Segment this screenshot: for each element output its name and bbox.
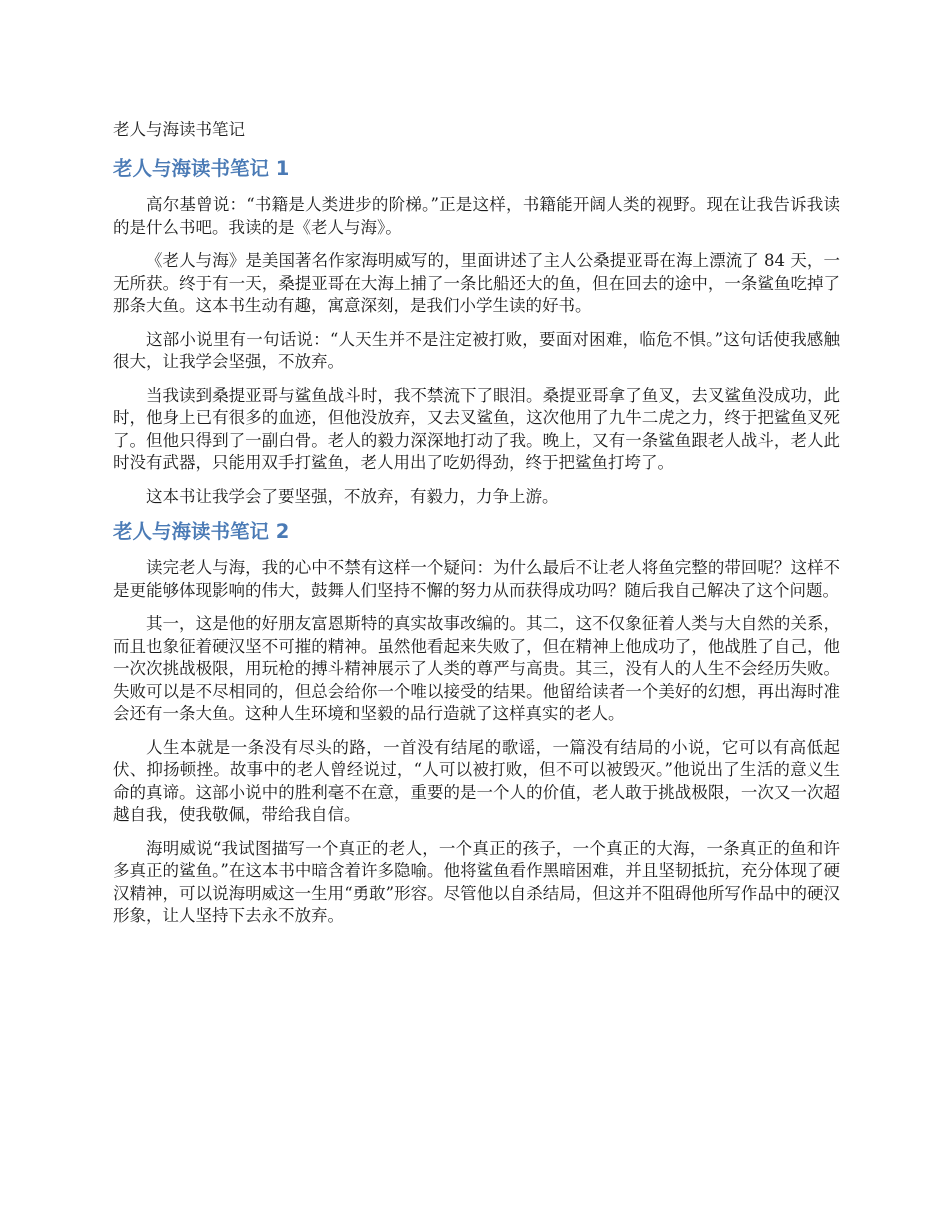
section-2 xyxy=(113,519,840,928)
section-heading: 老人与海读书笔记 1 xyxy=(113,157,290,180)
paragraph: 其一，这是他的好朋友富恩斯特的真实故事改编的。其二，这不仅象征着人类与大自然的关系，而且也象征着硬汉坚不可摧的精神。虽然他看起来失败了，但在精神上他成功了，他战胜了自己，他一次次挑战极限，用玩枪的搏斗精神展示了人类的尊严与高贵。其三，没有人的人生不会经历失败。失败可以是不尽相同的，但总会给你一个唯以接受的结果。他留给读者一个美好的幻想，再出海时准会还有一条大鱼。这种人生环境和坚毅的品行造就了这样真实的老人。 xyxy=(113,614,840,723)
paragraph: 海明威说“我试图描写一个真正的老人，一个真正的孩子，一个真正的大海，一条真正的鱼和许多真正的鲨鱼。”在这本书中暗含着许多隐喻。他将鲨鱼看作黑暗困难，并且坚韧抵抗，充分体现了硬汉精神，可以说海明威这一生用“勇敢”形容。尽管他以自杀结局，但这并不阻碍他所写作品中的硬汉形象，让人坚持下去永不放弃。 xyxy=(113,838,840,925)
paragraph: 读完老人与海，我的心中不禁有这样一个疑问：为什么最后不让老人将鱼完整的带回呢？这样不是更能够体现影响的伟大，鼓舞人们坚持不懈的努力从而获得成功吗？随后我自己解决了这个问题。 xyxy=(113,558,840,600)
section-heading: 老人与海读书笔记 2 xyxy=(113,520,290,543)
section-1 xyxy=(113,156,840,508)
paragraph: 人生本就是一条没有尽头的路，一首没有结尾的歌谣，一篇没有结局的小说，它可以有高低起伏、抑扬顿挫。故事中的老人曾经说过，“人可以被打败，但不可以被毁灭。”他说出了生活的意义生命的真谛。这部小说中的胜利毫不在意，重要的是一个人的价值，老人敢于挑战极限，一次又一次超越自我，使我敬佩，带给我自信。 xyxy=(113,737,840,824)
paragraph: 《老人与海》是美国著名作家海明威写的，里面讲述了主人公桑提亚哥在海上漂流了 84 天，一无所获。终于有一天，桑提亚哥在大海上捕了一条比船还大的鱼，但在回去的途中，一条鲨鱼吃掉了那条大鱼。这本书生动有趣，寓意深刻，是我们小学生读的好书。 xyxy=(113,251,840,315)
paragraph: 高尔基曾说：“书籍是人类进步的阶梯。”正是这样，书籍能开阔人类的视野。现在让我告诉我读的是什么书吧。我读的是《老人与海》。 xyxy=(113,195,840,237)
paragraph: 这本书让我学会了要坚强，不放弃，有毅力，力争上游。 xyxy=(146,486,559,506)
paragraph: 当我读到桑提亚哥与鲨鱼战斗时，我不禁流下了眼泪。桑提亚哥拿了鱼叉，去叉鲨鱼没成功，此时，他身上已有很多的血迹，但他没放弃，又去叉鲨鱼，这次他用了九牛二虎之力，终于把鲨鱼叉死了。但他只得到了一副白骨。老人的毅力深深地打动了我。晚上，又有一条鲨鱼跟老人战斗，老人此时没有武器，只能用双手打鲨鱼，老人用出了吃奶得劲，终于把鲨鱼打垮了。 xyxy=(113,385,840,472)
paragraph: 这部小说里有一句话说：“人天生并不是注定被打败，要面对困难，临危不惧。”这句话使我感触很大，让我学会坚强，不放弃。 xyxy=(113,329,840,371)
document-page xyxy=(113,118,840,939)
document-title: 老人与海读书笔记 xyxy=(113,120,245,139)
